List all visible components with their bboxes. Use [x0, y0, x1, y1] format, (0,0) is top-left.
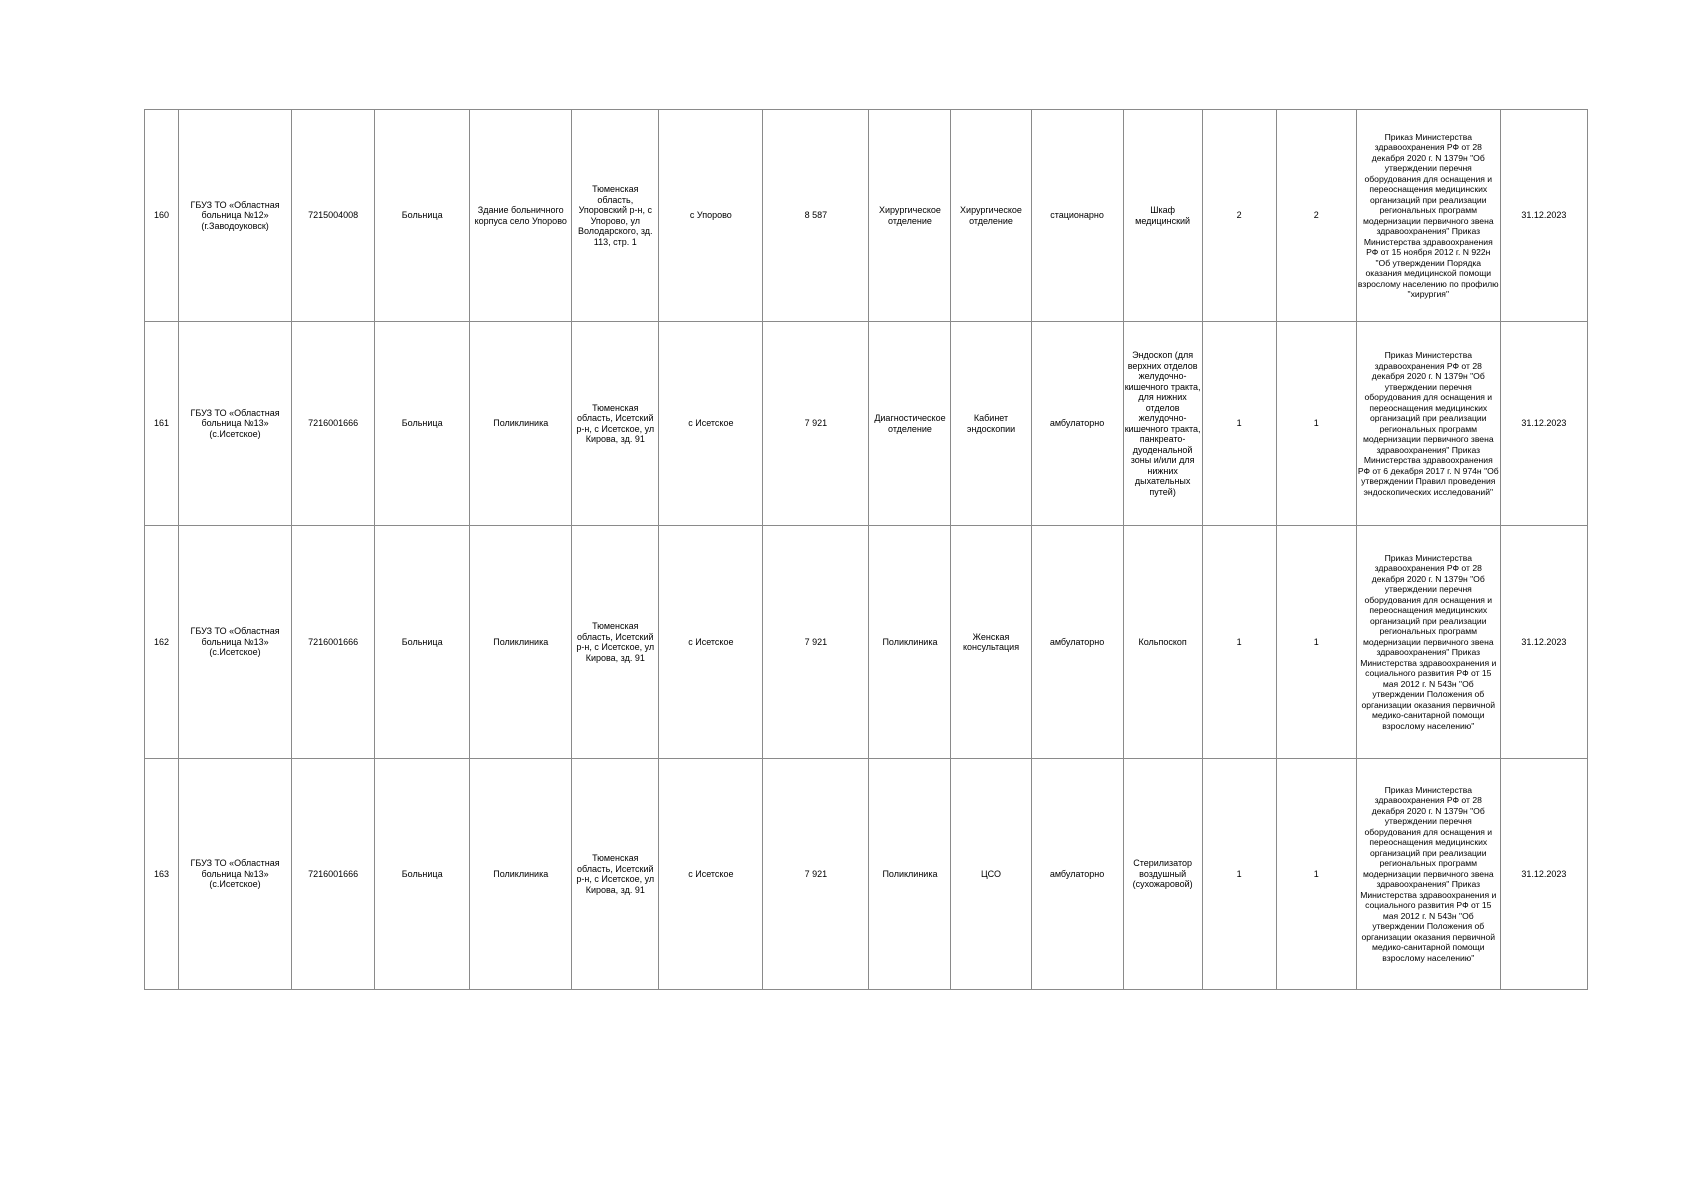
legal-basis: Приказ Министерства здравоохранения РФ от 28 декабря 2020 г. N 1379н "Об утверждении перечня оборудования для оснащения и переоснащения медицинских организаций при реализации региональных программ модернизации первичного звена здравоохранения" Приказ Министерства здравоохранения РФ от 15 ноября 2012 г. N 922н "Об утверждении Порядка оказания медицинской помощи взрослому населению по профилю "хирургия": [1356, 110, 1500, 322]
quantity-b: 1: [1276, 322, 1356, 526]
inn-code: 7216001666: [292, 526, 375, 759]
inn-code: 7216001666: [292, 759, 375, 990]
row-number: 160: [145, 110, 179, 322]
unit: Хирургическое отделение: [951, 110, 1031, 322]
facility-type: Больница: [375, 110, 470, 322]
unit: Кабинет эндоскопии: [951, 322, 1031, 526]
building-name: Поликлиника: [470, 526, 572, 759]
unit: ЦСО: [951, 759, 1031, 990]
building-name: Поликлиника: [470, 759, 572, 990]
unit: Женская консультация: [951, 526, 1031, 759]
equipment-name: Кольпоскоп: [1123, 526, 1202, 759]
equipment-table: [144, 109, 1588, 990]
quantity-a: 1: [1202, 759, 1276, 990]
department: Поликлиника: [869, 526, 951, 759]
quantity-a: 1: [1202, 526, 1276, 759]
population: 7 921: [763, 526, 869, 759]
locality: с Исетское: [659, 322, 763, 526]
care-form: амбулаторно: [1031, 759, 1123, 990]
equipment-name: Шкаф медицинский: [1123, 110, 1202, 322]
quantity-a: 2: [1202, 110, 1276, 322]
table-row: [145, 526, 1588, 759]
population: 7 921: [763, 759, 869, 990]
inn-code: 7215004008: [292, 110, 375, 322]
care-form: амбулаторно: [1031, 322, 1123, 526]
facility-type: Больница: [375, 759, 470, 990]
population: 8 587: [763, 110, 869, 322]
address: Тюменская область, Упоровский р-н, с Упорово, ул Володарского, зд. 113, стр. 1: [572, 110, 659, 322]
care-form: стационарно: [1031, 110, 1123, 322]
building-name: Здание больничного корпуса село Упорово: [470, 110, 572, 322]
row-number: 162: [145, 526, 179, 759]
organization-name: ГБУЗ ТО «Областная больница №13» (с.Исетское): [179, 759, 292, 990]
table-row: [145, 110, 1588, 322]
organization-name: ГБУЗ ТО «Областная больница №13» (с.Исетское): [179, 526, 292, 759]
equipment-name: Стерилизатор воздушный (сухожаровой): [1123, 759, 1202, 990]
building-name: Поликлиника: [470, 322, 572, 526]
address: Тюменская область, Исетский р-н, с Исетское, ул Кирова, зд. 91: [572, 322, 659, 526]
row-number: 163: [145, 759, 179, 990]
equipment-name: Эндоскоп (для верхних отделов желудочно-кишечного тракта, для нижних отделов желудочно-кишечного тракта, панкреато-дуоденальной зоны и/или для нижних дыхательных путей): [1123, 322, 1202, 526]
population: 7 921: [763, 322, 869, 526]
legal-basis: Приказ Министерства здравоохранения РФ от 28 декабря 2020 г. N 1379н "Об утверждении перечня оборудования для оснащения и переоснащения медицинских организаций при реализации региональных программ модернизации первичного звена здравоохранения" Приказ Министерства здравоохранения и социального развития РФ от 15 мая 2012 г. N 543н "Об утверждении Положения об организации оказания первичной медико-санитарной помощи взрослому населению": [1356, 759, 1500, 990]
department: Диагностическое отделение: [869, 322, 951, 526]
inn-code: 7216001666: [292, 322, 375, 526]
locality: с Упорово: [659, 110, 763, 322]
facility-type: Больница: [375, 322, 470, 526]
address: Тюменская область, Исетский р-н, с Исетское, ул Кирова, зд. 91: [572, 526, 659, 759]
department: Поликлиника: [869, 759, 951, 990]
due-date: 31.12.2023: [1500, 759, 1587, 990]
organization-name: ГБУЗ ТО «Областная больница №12» (г.Заводоуковск): [179, 110, 292, 322]
legal-basis: Приказ Министерства здравоохранения РФ от 28 декабря 2020 г. N 1379н "Об утверждении перечня оборудования для оснащения и переоснащения медицинских организаций при реализации региональных программ модернизации первичного звена здравоохранения" Приказ Министерства здравоохранения и социального развития РФ от 15 мая 2012 г. N 543н "Об утверждении Положения об организации оказания первичной медико-санитарной помощи взрослому населению": [1356, 526, 1500, 759]
locality: с Исетское: [659, 526, 763, 759]
row-number: 161: [145, 322, 179, 526]
table-row: [145, 759, 1588, 990]
organization-name: ГБУЗ ТО «Областная больница №13» (с.Исетское): [179, 322, 292, 526]
due-date: 31.12.2023: [1500, 526, 1587, 759]
address: Тюменская область, Исетский р-н, с Исетское, ул Кирова, зд. 91: [572, 759, 659, 990]
facility-type: Больница: [375, 526, 470, 759]
quantity-b: 2: [1276, 110, 1356, 322]
quantity-a: 1: [1202, 322, 1276, 526]
care-form: амбулаторно: [1031, 526, 1123, 759]
table-row: [145, 322, 1588, 526]
due-date: 31.12.2023: [1500, 110, 1587, 322]
due-date: 31.12.2023: [1500, 322, 1587, 526]
quantity-b: 1: [1276, 759, 1356, 990]
locality: с Исетское: [659, 759, 763, 990]
legal-basis: Приказ Министерства здравоохранения РФ от 28 декабря 2020 г. N 1379н "Об утверждении перечня оборудования для оснащения и переоснащения медицинских организаций при реализации региональных программ модернизации первичного звена здравоохранения" Приказ Министерства здравоохранения РФ от 6 декабря 2017 г. N 974н "Об утверждении Правил проведения эндоскопических исследований": [1356, 322, 1500, 526]
quantity-b: 1: [1276, 526, 1356, 759]
department: Хирургическое отделение: [869, 110, 951, 322]
